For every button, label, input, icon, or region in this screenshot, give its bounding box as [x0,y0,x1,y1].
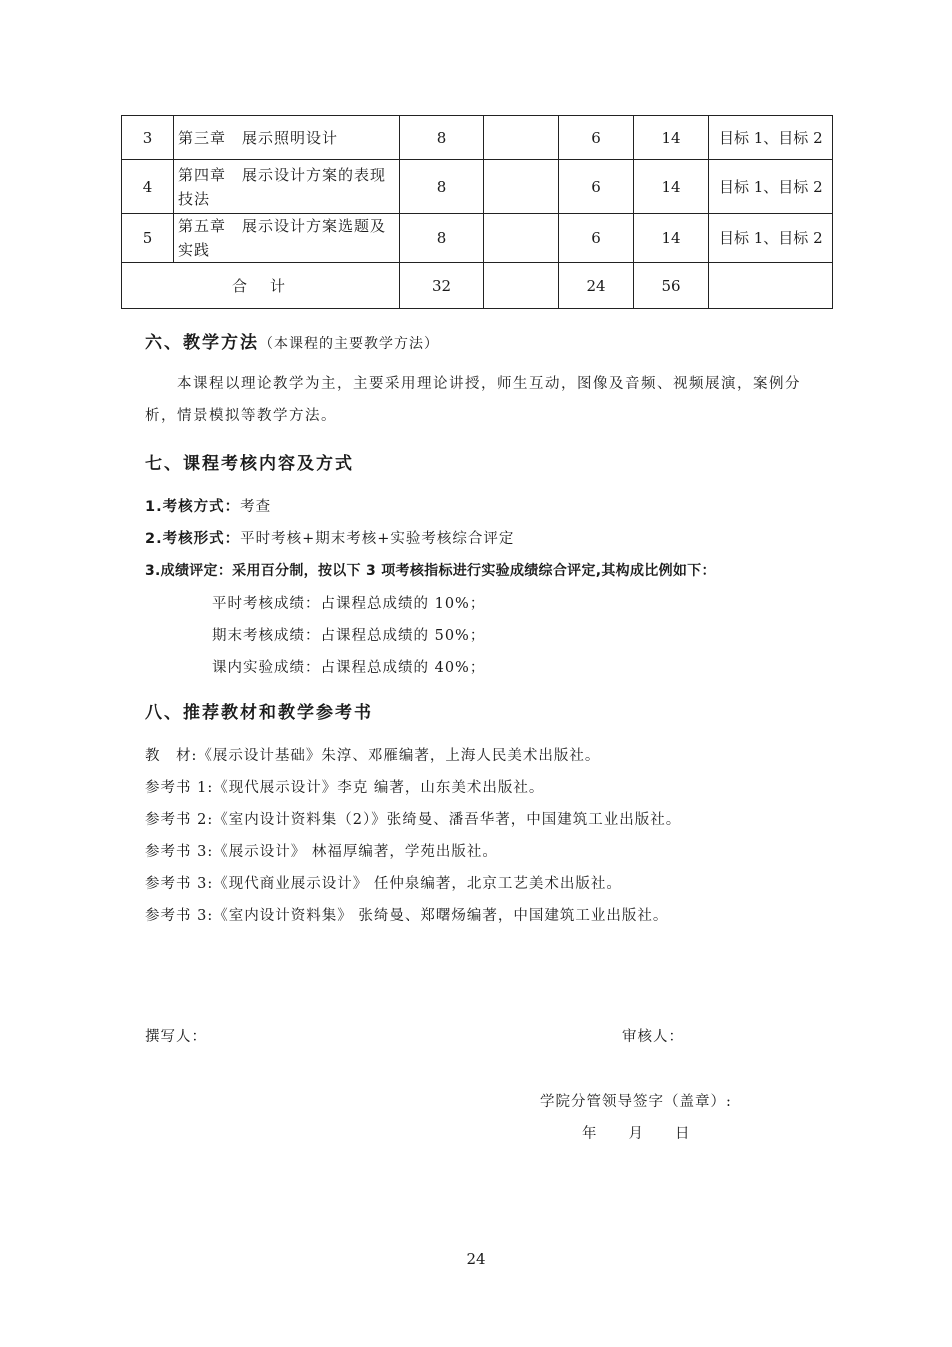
reference-book-item: 参考书 3:《现代商业展示设计》 任仲泉编著，北京工艺美术出版社。 [145,876,622,892]
reference-book-item: 参考书 2:《室内设计资料集（2）》张绮曼、潘吾华著，中国建筑工业出版社。 [145,812,682,828]
total-hours: 14 [634,116,709,160]
reference-book-item: 参考书 3:《展示设计》 林福厚编著，学苑出版社。 [145,844,498,860]
assessment-form [145,527,514,548]
total-target [709,263,833,309]
table-row [122,214,833,263]
assessment-method-value: 考查 [240,499,272,515]
course-target: 目标 1、目标 2 [709,116,833,160]
course-target: 目标 1、目标 2 [709,160,833,214]
total-hours: 14 [634,160,709,214]
chapter-title: 第三章 展示照明设计 [174,116,400,160]
experiment-hours [484,160,559,214]
chapter-title: 第五章 展示设计方案选题及实践 [174,214,400,263]
practice-hours: 6 [559,160,634,214]
theory-hours: 8 [400,214,484,263]
reference-book-item: 参考书 1:《现代展示设计》李克 编著，山东美术出版社。 [145,780,545,796]
practice-hours: 6 [559,214,634,263]
course-hours-table [121,115,833,309]
section-6-note: （本课程的主要教学方法） [259,336,439,352]
textbook-item: 教 材:《展示设计基础》朱淳、邓雁编著，上海人民美术出版社。 [145,748,601,764]
experiment-hours [484,116,559,160]
leader-signature-label: 学院分管领导签字（盖章）: [540,1094,732,1110]
signature-date: 年 月 日 [582,1126,691,1142]
assessment-method [145,495,271,516]
section-7-heading: 七、课程考核内容及方式 [145,454,354,474]
reviewer-signature-label: 审核人： [622,1029,684,1045]
row-number: 3 [122,116,174,160]
table-row [122,116,833,160]
section-6-body: 本课程以理论教学为主，主要采用理论讲授，师生互动，图像及音频、视频展演，案例分析，情景模拟等教学方法。 [145,376,801,424]
writer-signature-label: 撰写人： [145,1029,207,1045]
table-total-row [122,263,833,309]
grade-item-lab: 课内实验成绩：占课程总成绩的 40%； [212,660,486,676]
row-number: 5 [122,214,174,263]
theory-hours: 8 [400,160,484,214]
page-number: 24 [466,1250,486,1268]
total-all-hours: 56 [634,263,709,309]
grade-item-regular: 平时考核成绩：占课程总成绩的 10%； [212,596,486,612]
table-row [122,160,833,214]
course-target: 目标 1、目标 2 [709,214,833,263]
total-label: 合 计 [122,263,400,309]
section-8-heading: 八、推荐教材和教学参考书 [145,703,373,723]
total-practice-hours: 24 [559,263,634,309]
section-6-title: 六、教学方法 [145,333,259,353]
total-experiment-hours [484,263,559,309]
total-hours: 14 [634,214,709,263]
grading-rule: 3.成绩评定：采用百分制，按以下 3 项考核指标进行实验成绩综合评定,其构成比例如下： [145,563,716,579]
assessment-form-label: 2.考核形式： [145,531,241,547]
assessment-method-label: 1.考核方式： [145,499,241,515]
experiment-hours [484,214,559,263]
grade-item-final: 期末考核成绩：占课程总成绩的 50%； [212,628,486,644]
practice-hours: 6 [559,116,634,160]
theory-hours: 8 [400,116,484,160]
chapter-title: 第四章 展示设计方案的表现技法 [174,160,400,214]
reference-book-item: 参考书 3:《室内设计资料集》 张绮曼、郑曙炀编著，中国建筑工业出版社。 [145,908,669,924]
assessment-form-value: 平时考核+期末考核+实验考核综合评定 [240,531,515,547]
section-6-heading [145,328,439,353]
total-theory-hours: 32 [400,263,484,309]
row-number: 4 [122,160,174,214]
